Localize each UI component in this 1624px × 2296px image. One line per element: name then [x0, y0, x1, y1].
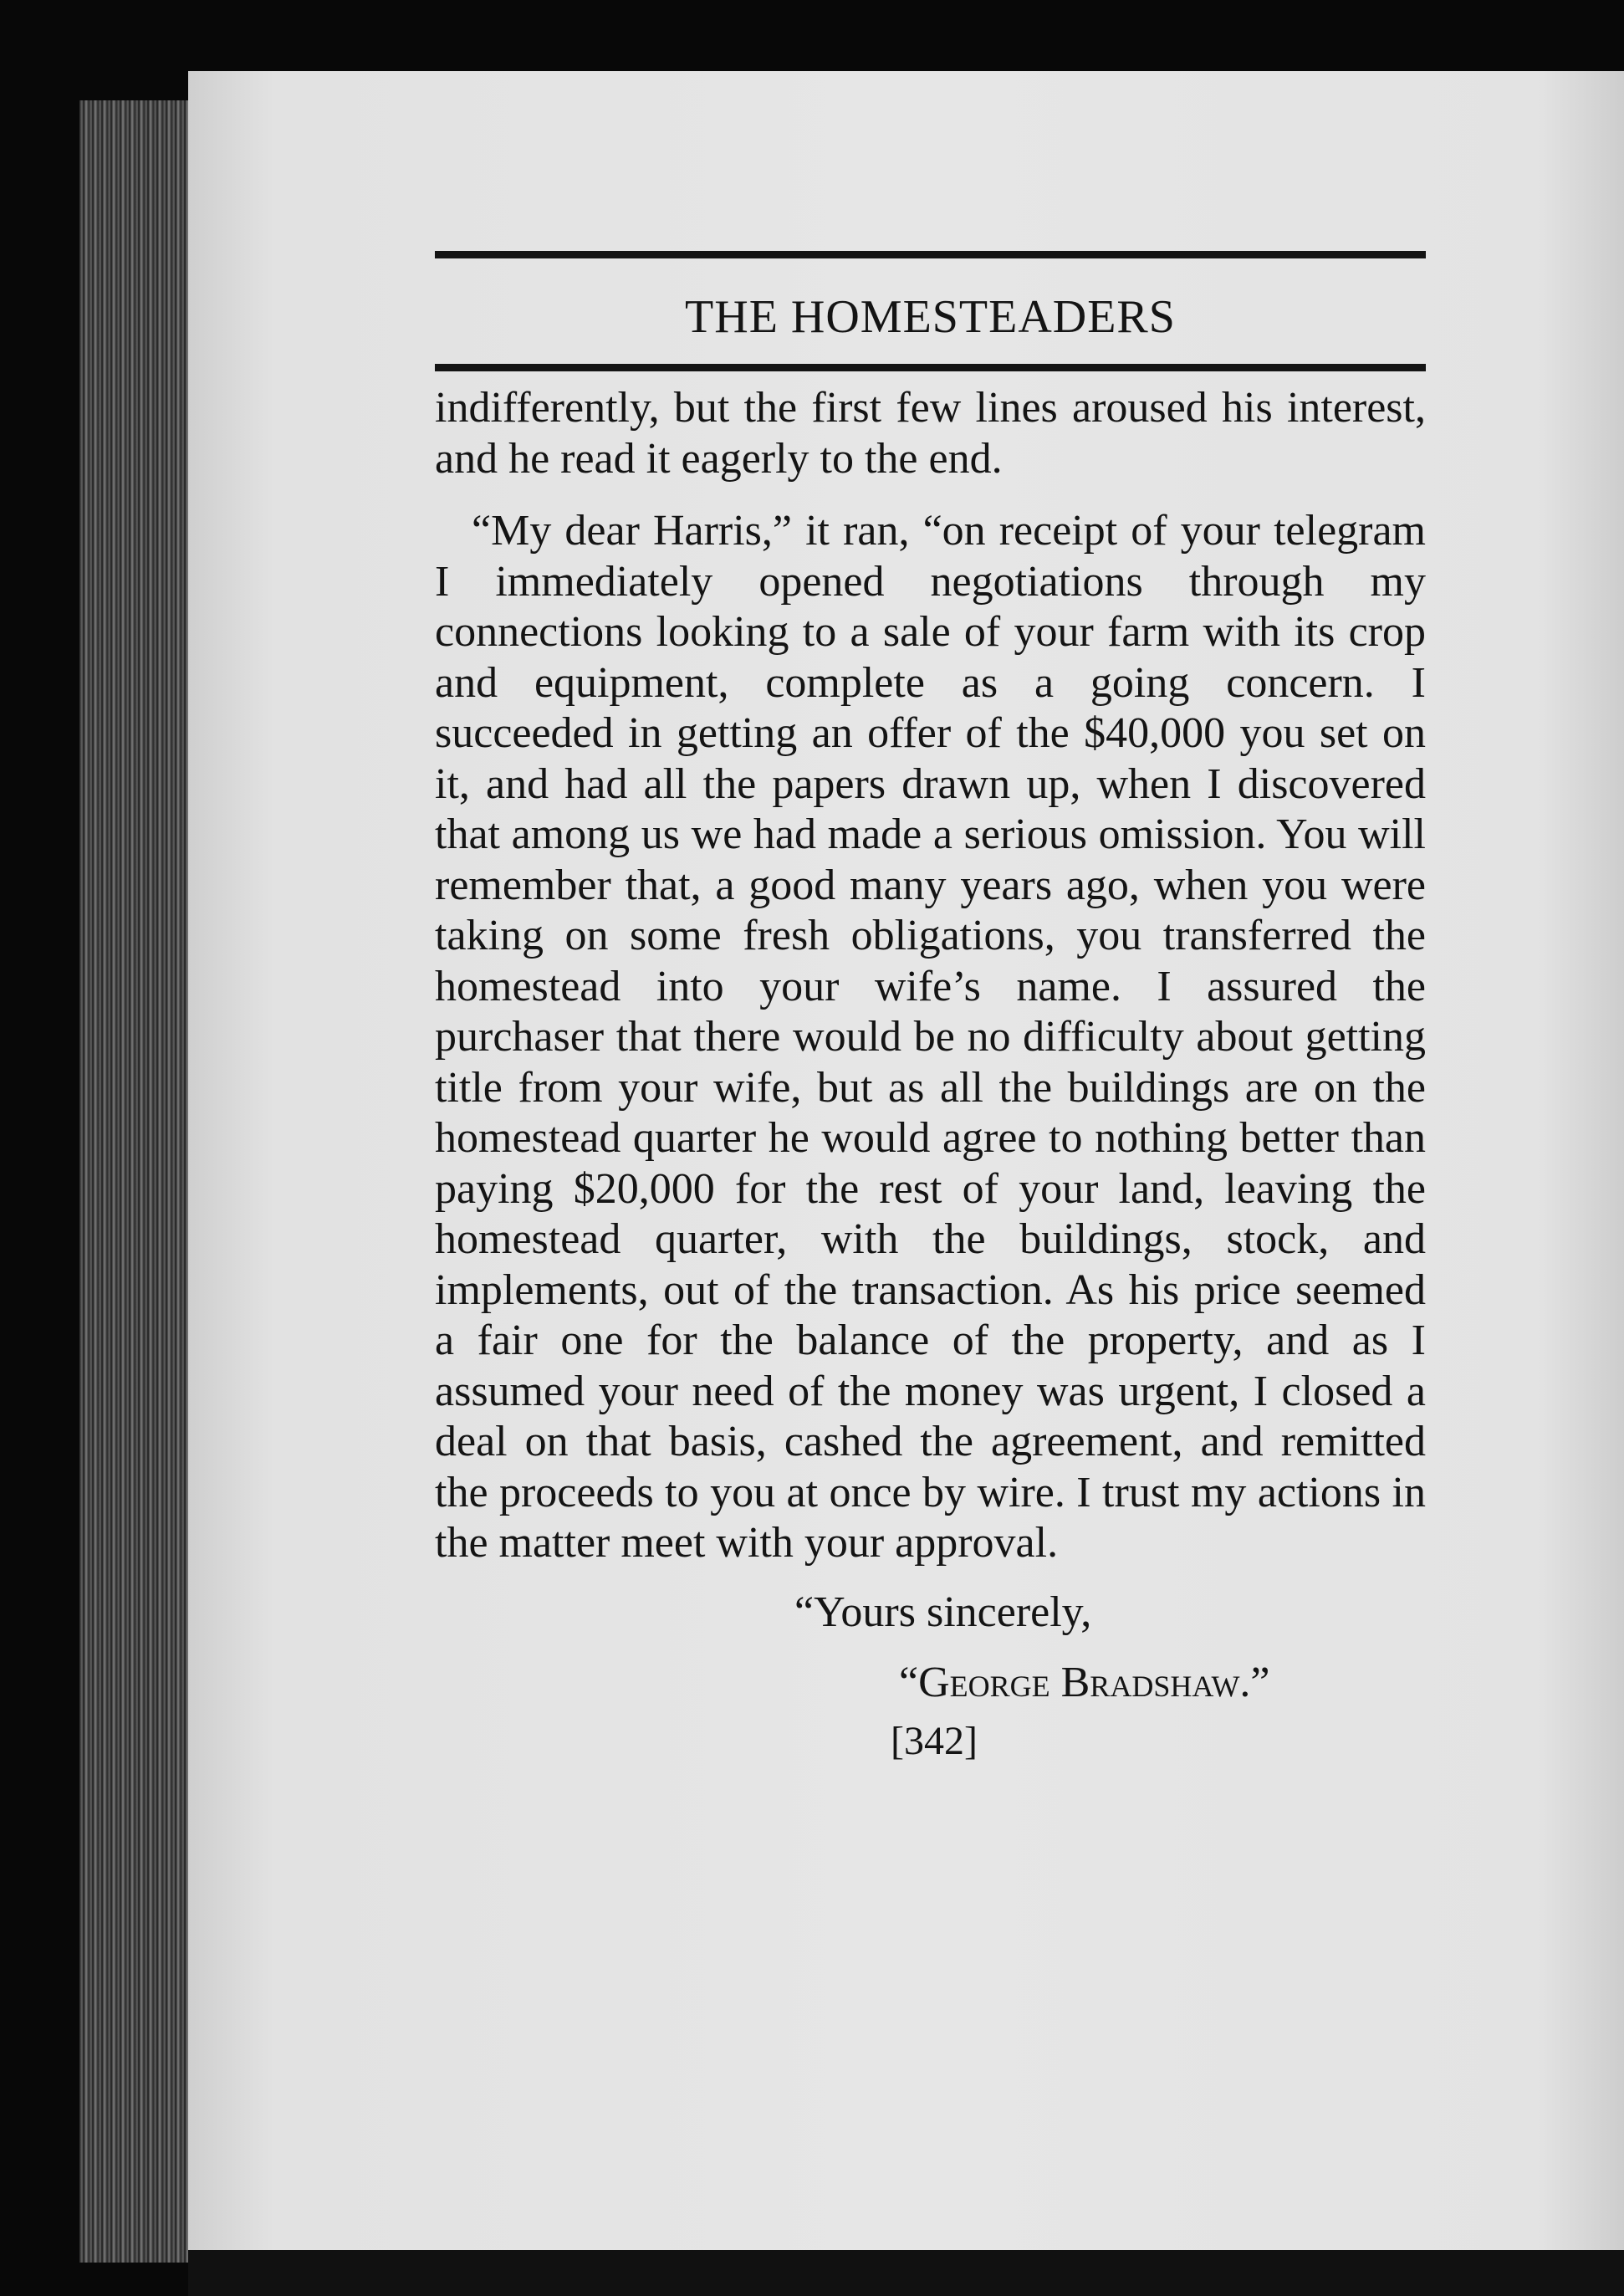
page-bottom-shadow [188, 2250, 1624, 2296]
running-head: THE HOMESTEADERS [685, 291, 1176, 343]
paragraph-continuation: indifferently, but the first few lines aroused his interest, and he read it eagerly to the end. [435, 384, 1426, 483]
paragraph-letter-body: “My dear Harris,” it ran, “on receipt of your telegram I immediately opened negotiations through my connections looking to a sale of your farm with its crop and equipment, complete as a going concern. I succeeded in getting an offer of the $40,000 you set on it, and had all the papers drawn up, when I discovered that among us we had made a serious omission. You will remember that, a good many years ago, when you were taking on some fresh obligations, you transferred the homestead into your wife’s name. I assured the purchaser that there would be no difficulty about getting title from your wife, but as all the buildings are on the homestead quarter he would agree to nothing better than paying $20,000 for the rest of your land, leaving the homestead quarter, with the buildings, stock, and implements, out of the transaction. As his price seemed a fair one for the balance of the property, and as I assumed your need of the money was urgent, I closed a deal on that basis, cashed the agreement, and remitted the proceeds to you at once by wire. I trust my actions in the matter meet with your approval. [435, 507, 1426, 1567]
letter-closing: “Yours sincerely, [794, 1588, 1092, 1636]
book-spine-edge [79, 100, 197, 2263]
header-top-rule [435, 251, 1426, 258]
page-text-block [435, 251, 1426, 1765]
letter-signature: “George Bradshaw.” [899, 1658, 1270, 1706]
header-bottom-rule [435, 364, 1426, 371]
page-number: [342] [891, 1718, 978, 1763]
